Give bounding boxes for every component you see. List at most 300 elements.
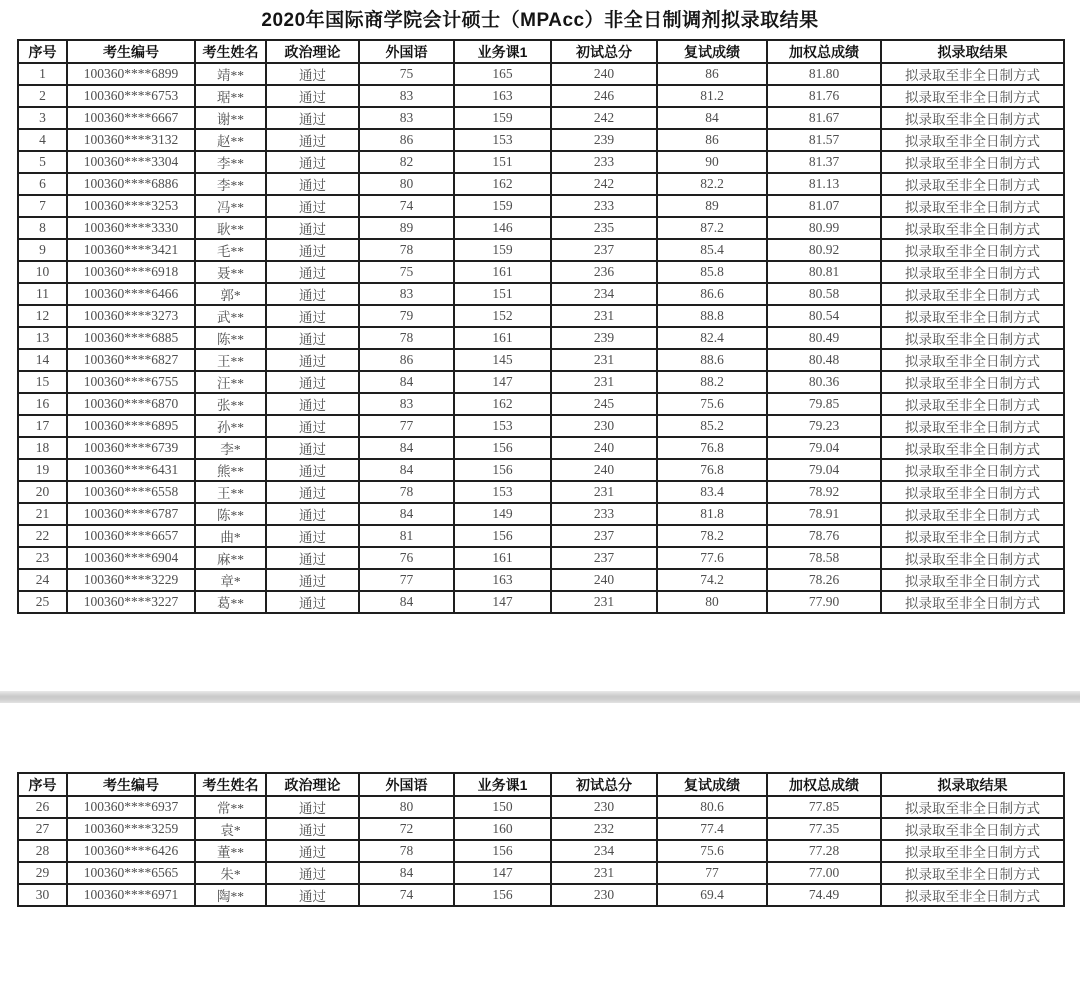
table-row	[18, 151, 1064, 173]
table-cell: 88.8	[657, 305, 767, 327]
table-cell: 83	[359, 393, 454, 415]
table-cell: 77.28	[767, 840, 881, 862]
table-cell: 145	[454, 349, 551, 371]
table-cell: 242	[551, 107, 657, 129]
column-header: 拟录取结果	[881, 40, 1064, 63]
table-cell: 拟录取至非全日制方式	[881, 862, 1064, 884]
table-cell: 16	[18, 393, 67, 415]
table-cell: 拟录取至非全日制方式	[881, 305, 1064, 327]
table-cell: 拟录取至非全日制方式	[881, 371, 1064, 393]
table-cell: 230	[551, 884, 657, 906]
table-cell: 拟录取至非全日制方式	[881, 525, 1064, 547]
table-cell: 100360****3253	[67, 195, 195, 217]
table-row	[18, 503, 1064, 525]
table-cell: 78.76	[767, 525, 881, 547]
table-cell: 通过	[266, 437, 359, 459]
table-cell: 83.4	[657, 481, 767, 503]
table-cell: 84	[359, 503, 454, 525]
table-cell: 100360****6755	[67, 371, 195, 393]
table-cell: 陈**	[195, 503, 266, 525]
table-cell: 89	[359, 217, 454, 239]
table-cell: 237	[551, 547, 657, 569]
table-row	[18, 459, 1064, 481]
table-cell: 通过	[266, 349, 359, 371]
table-cell: 87.2	[657, 217, 767, 239]
table-cell: 82.2	[657, 173, 767, 195]
table-cell: 拟录取至非全日制方式	[881, 129, 1064, 151]
table-cell: 147	[454, 371, 551, 393]
table-cell: 通过	[266, 195, 359, 217]
table-cell: 聂**	[195, 261, 266, 283]
table-cell: 通过	[266, 591, 359, 613]
table-cell: 100360****6918	[67, 261, 195, 283]
table-cell: 86	[359, 129, 454, 151]
table-cell: 76	[359, 547, 454, 569]
table-cell: 通过	[266, 129, 359, 151]
table-cell: 147	[454, 591, 551, 613]
table-cell: 233	[551, 195, 657, 217]
table-cell: 8	[18, 217, 67, 239]
table-row	[18, 884, 1064, 906]
table-cell: 拟录取至非全日制方式	[881, 393, 1064, 415]
table-cell: 29	[18, 862, 67, 884]
table-cell: 79.04	[767, 437, 881, 459]
table-cell: 76.8	[657, 459, 767, 481]
table-cell: 82	[359, 151, 454, 173]
column-header: 外国语	[359, 773, 454, 796]
table-cell: 拟录取至非全日制方式	[881, 85, 1064, 107]
table-cell: 86.6	[657, 283, 767, 305]
table-row	[18, 173, 1064, 195]
column-header: 外国语	[359, 40, 454, 63]
table-cell: 汪**	[195, 371, 266, 393]
table-cell: 153	[454, 481, 551, 503]
table-cell: 曲*	[195, 525, 266, 547]
page-title: 2020年国际商学院会计硕士（MPAcc）非全日制调剂拟录取结果	[261, 10, 819, 31]
table-row	[18, 283, 1064, 305]
table-cell: 79.04	[767, 459, 881, 481]
table-cell: 朱*	[195, 862, 266, 884]
table-cell: 77.4	[657, 818, 767, 840]
table-cell: 163	[454, 569, 551, 591]
column-header: 考生姓名	[195, 773, 266, 796]
table-cell: 谢**	[195, 107, 266, 129]
table-cell: 80	[657, 591, 767, 613]
table-cell: 拟录取至非全日制方式	[881, 481, 1064, 503]
table-cell: 161	[454, 261, 551, 283]
table-cell: 100360****6895	[67, 415, 195, 437]
table-cell: 100360****6753	[67, 85, 195, 107]
table-cell: 通过	[266, 884, 359, 906]
table-cell: 100360****6426	[67, 840, 195, 862]
table-cell: 80.6	[657, 796, 767, 818]
table-cell: 100360****3421	[67, 239, 195, 261]
column-header: 序号	[18, 40, 67, 63]
table-cell: 78.91	[767, 503, 881, 525]
table-cell: 100360****3304	[67, 151, 195, 173]
table-row	[18, 129, 1064, 151]
table-cell: 19	[18, 459, 67, 481]
table-cell: 231	[551, 862, 657, 884]
table-cell: 3	[18, 107, 67, 129]
table-row	[18, 63, 1064, 85]
table-cell: 85.2	[657, 415, 767, 437]
table-cell: 239	[551, 129, 657, 151]
table-cell: 郭*	[195, 283, 266, 305]
table-cell: 18	[18, 437, 67, 459]
table-cell: 100360****6558	[67, 481, 195, 503]
table-cell: 麻**	[195, 547, 266, 569]
table-cell: 78	[359, 840, 454, 862]
table-cell: 159	[454, 195, 551, 217]
table-cell: 236	[551, 261, 657, 283]
table-cell: 6	[18, 173, 67, 195]
header-row	[18, 773, 1064, 796]
table-row	[18, 195, 1064, 217]
section-divider	[0, 691, 1080, 703]
table-cell: 拟录取至非全日制方式	[881, 151, 1064, 173]
table-cell: 232	[551, 818, 657, 840]
table-row	[18, 525, 1064, 547]
table-cell: 78.92	[767, 481, 881, 503]
table-cell: 240	[551, 437, 657, 459]
column-header: 政治理论	[266, 40, 359, 63]
table-cell: 156	[454, 525, 551, 547]
table-cell: 162	[454, 173, 551, 195]
table-cell: 27	[18, 818, 67, 840]
column-header: 业务课1	[454, 773, 551, 796]
table-cell: 100360****3259	[67, 818, 195, 840]
table-cell: 80.49	[767, 327, 881, 349]
table-cell: 237	[551, 525, 657, 547]
table-cell: 233	[551, 151, 657, 173]
table-cell: 拟录取至非全日制方式	[881, 239, 1064, 261]
table-cell: 100360****6870	[67, 393, 195, 415]
table-cell: 234	[551, 283, 657, 305]
table-cell: 234	[551, 840, 657, 862]
table-cell: 李*	[195, 437, 266, 459]
table-cell: 78.58	[767, 547, 881, 569]
table-cell: 拟录取至非全日制方式	[881, 107, 1064, 129]
table-cell: 拟录取至非全日制方式	[881, 547, 1064, 569]
table-cell: 拟录取至非全日制方式	[881, 840, 1064, 862]
table-cell: 84	[657, 107, 767, 129]
table-cell: 11	[18, 283, 67, 305]
table-cell: 15	[18, 371, 67, 393]
column-header: 序号	[18, 773, 67, 796]
table-cell: 琚**	[195, 85, 266, 107]
table-cell: 葛**	[195, 591, 266, 613]
table-cell: 通过	[266, 393, 359, 415]
table-cell: 153	[454, 129, 551, 151]
column-header: 复试成绩	[657, 40, 767, 63]
table-cell: 242	[551, 173, 657, 195]
table-cell: 90	[657, 151, 767, 173]
table-cell: 79	[359, 305, 454, 327]
table-cell: 100360****6466	[67, 283, 195, 305]
table-row	[18, 862, 1064, 884]
table-cell: 83	[359, 85, 454, 107]
table-cell: 150	[454, 796, 551, 818]
table-cell: 81.13	[767, 173, 881, 195]
table-cell: 231	[551, 305, 657, 327]
table-cell: 通过	[266, 239, 359, 261]
table-cell: 拟录取至非全日制方式	[881, 437, 1064, 459]
table-cell: 80.54	[767, 305, 881, 327]
table-cell: 通过	[266, 85, 359, 107]
table-cell: 陈**	[195, 327, 266, 349]
table-row	[18, 349, 1064, 371]
table-cell: 通过	[266, 503, 359, 525]
table-cell: 78	[359, 239, 454, 261]
column-header: 加权总成绩	[767, 40, 881, 63]
table-cell: 熊**	[195, 459, 266, 481]
table-cell: 151	[454, 151, 551, 173]
table-cell: 28	[18, 840, 67, 862]
table-cell: 5	[18, 151, 67, 173]
table-cell: 81.76	[767, 85, 881, 107]
table-cell: 240	[551, 459, 657, 481]
table-cell: 拟录取至非全日制方式	[881, 884, 1064, 906]
table-cell: 通过	[266, 151, 359, 173]
table-cell: 77.6	[657, 547, 767, 569]
table-cell: 王**	[195, 481, 266, 503]
table-cell: 100360****6937	[67, 796, 195, 818]
column-header: 政治理论	[266, 773, 359, 796]
table-cell: 81	[359, 525, 454, 547]
table-cell: 231	[551, 481, 657, 503]
table-cell: 100360****6667	[67, 107, 195, 129]
table-cell: 通过	[266, 862, 359, 884]
table-cell: 153	[454, 415, 551, 437]
table-cell: 84	[359, 371, 454, 393]
table-cell: 100360****3330	[67, 217, 195, 239]
table-cell: 董**	[195, 840, 266, 862]
table-row	[18, 393, 1064, 415]
table-cell: 100360****6431	[67, 459, 195, 481]
table-cell: 74	[359, 884, 454, 906]
table-cell: 77	[657, 862, 767, 884]
table-cell: 100360****6827	[67, 349, 195, 371]
table-cell: 23	[18, 547, 67, 569]
table-cell: 81.37	[767, 151, 881, 173]
column-header: 复试成绩	[657, 773, 767, 796]
table-cell: 100360****6739	[67, 437, 195, 459]
table-cell: 赵**	[195, 129, 266, 151]
table-cell: 69.4	[657, 884, 767, 906]
table-cell: 85.8	[657, 261, 767, 283]
table-cell: 通过	[266, 796, 359, 818]
table-cell: 拟录取至非全日制方式	[881, 283, 1064, 305]
table-cell: 88.6	[657, 349, 767, 371]
table-cell: 146	[454, 217, 551, 239]
table-cell: 22	[18, 525, 67, 547]
table-cell: 79.23	[767, 415, 881, 437]
table-row	[18, 107, 1064, 129]
column-header: 加权总成绩	[767, 773, 881, 796]
table-cell: 149	[454, 503, 551, 525]
results-table-1	[17, 39, 1065, 614]
table-cell: 161	[454, 547, 551, 569]
column-header: 考生编号	[67, 773, 195, 796]
table-cell: 80.92	[767, 239, 881, 261]
table-cell: 80.81	[767, 261, 881, 283]
table-cell: 240	[551, 63, 657, 85]
table-cell: 156	[454, 437, 551, 459]
column-header: 考生编号	[67, 40, 195, 63]
table-cell: 151	[454, 283, 551, 305]
table-cell: 陶**	[195, 884, 266, 906]
results-table-section-1	[17, 39, 1063, 614]
table-row	[18, 239, 1064, 261]
table-row	[18, 569, 1064, 591]
table-cell: 81.57	[767, 129, 881, 151]
table-cell: 通过	[266, 305, 359, 327]
table-cell: 100360****3273	[67, 305, 195, 327]
table-row	[18, 261, 1064, 283]
table-row	[18, 796, 1064, 818]
table-row	[18, 85, 1064, 107]
table-cell: 耿**	[195, 217, 266, 239]
table-cell: 100360****6971	[67, 884, 195, 906]
table-cell: 通过	[266, 107, 359, 129]
table-cell: 78	[359, 481, 454, 503]
table-cell: 86	[657, 63, 767, 85]
table-cell: 246	[551, 85, 657, 107]
table-cell: 77.00	[767, 862, 881, 884]
table-cell: 81.80	[767, 63, 881, 85]
table-cell: 100360****6904	[67, 547, 195, 569]
table-cell: 160	[454, 818, 551, 840]
table-cell: 89	[657, 195, 767, 217]
table-cell: 159	[454, 107, 551, 129]
table-cell: 拟录取至非全日制方式	[881, 569, 1064, 591]
table-cell: 通过	[266, 547, 359, 569]
table-cell: 张**	[195, 393, 266, 415]
table-cell: 75.6	[657, 393, 767, 415]
table-cell: 通过	[266, 818, 359, 840]
table-cell: 156	[454, 459, 551, 481]
table-cell: 拟录取至非全日制方式	[881, 173, 1064, 195]
table-cell: 12	[18, 305, 67, 327]
table-cell: 王**	[195, 349, 266, 371]
column-header: 初试总分	[551, 40, 657, 63]
table-cell: 李**	[195, 151, 266, 173]
table-cell: 231	[551, 371, 657, 393]
table-cell: 25	[18, 591, 67, 613]
results-table-2	[17, 772, 1065, 907]
table-cell: 75	[359, 261, 454, 283]
header-row	[18, 40, 1064, 63]
table-cell: 80.36	[767, 371, 881, 393]
results-table-section-2	[17, 772, 1063, 907]
table-cell: 通过	[266, 459, 359, 481]
table-cell: 74.2	[657, 569, 767, 591]
table-cell: 83	[359, 107, 454, 129]
column-header: 业务课1	[454, 40, 551, 63]
table-cell: 80.99	[767, 217, 881, 239]
table-cell: 147	[454, 862, 551, 884]
table-cell: 86	[657, 129, 767, 151]
table-cell: 17	[18, 415, 67, 437]
table-cell: 81.2	[657, 85, 767, 107]
table-cell: 20	[18, 481, 67, 503]
table-cell: 常**	[195, 796, 266, 818]
table-cell: 通过	[266, 371, 359, 393]
column-header: 拟录取结果	[881, 773, 1064, 796]
table-cell: 240	[551, 569, 657, 591]
table-cell: 77.85	[767, 796, 881, 818]
table-cell: 拟录取至非全日制方式	[881, 349, 1064, 371]
table-cell: 79.85	[767, 393, 881, 415]
table-cell: 2	[18, 85, 67, 107]
table-cell: 77.35	[767, 818, 881, 840]
table-cell: 231	[551, 591, 657, 613]
table-cell: 77	[359, 569, 454, 591]
table-cell: 9	[18, 239, 67, 261]
table-cell: 74.49	[767, 884, 881, 906]
table-cell: 80.48	[767, 349, 881, 371]
table-cell: 100360****3132	[67, 129, 195, 151]
table-cell: 100360****3229	[67, 569, 195, 591]
table-cell: 86	[359, 349, 454, 371]
table-cell: 74	[359, 195, 454, 217]
table-cell: 1	[18, 63, 67, 85]
table-row	[18, 217, 1064, 239]
table-cell: 14	[18, 349, 67, 371]
table-cell: 72	[359, 818, 454, 840]
table-cell: 237	[551, 239, 657, 261]
table-cell: 100360****6886	[67, 173, 195, 195]
table-cell: 10	[18, 261, 67, 283]
table-cell: 24	[18, 569, 67, 591]
table-cell: 4	[18, 129, 67, 151]
table-row	[18, 305, 1064, 327]
table-cell: 80	[359, 173, 454, 195]
table-cell: 100360****6657	[67, 525, 195, 547]
table-cell: 80.58	[767, 283, 881, 305]
table-row	[18, 547, 1064, 569]
table-cell: 159	[454, 239, 551, 261]
table-cell: 156	[454, 884, 551, 906]
table-cell: 77.90	[767, 591, 881, 613]
table-row	[18, 327, 1064, 349]
table-cell: 156	[454, 840, 551, 862]
table-cell: 拟录取至非全日制方式	[881, 591, 1064, 613]
table-row	[18, 818, 1064, 840]
table-cell: 拟录取至非全日制方式	[881, 818, 1064, 840]
table-cell: 83	[359, 283, 454, 305]
table-cell: 163	[454, 85, 551, 107]
table-cell: 78.2	[657, 525, 767, 547]
table-cell: 毛**	[195, 239, 266, 261]
table-cell: 77	[359, 415, 454, 437]
table-cell: 100360****3227	[67, 591, 195, 613]
table-row	[18, 481, 1064, 503]
table-cell: 230	[551, 796, 657, 818]
table-cell: 100360****6899	[67, 63, 195, 85]
table-cell: 230	[551, 415, 657, 437]
column-header: 考生姓名	[195, 40, 266, 63]
table-cell: 80	[359, 796, 454, 818]
table-cell: 75.6	[657, 840, 767, 862]
table-cell: 拟录取至非全日制方式	[881, 63, 1064, 85]
table-cell: 通过	[266, 261, 359, 283]
table-cell: 孙**	[195, 415, 266, 437]
table-cell: 78	[359, 327, 454, 349]
table-cell: 通过	[266, 173, 359, 195]
table-cell: 通过	[266, 63, 359, 85]
